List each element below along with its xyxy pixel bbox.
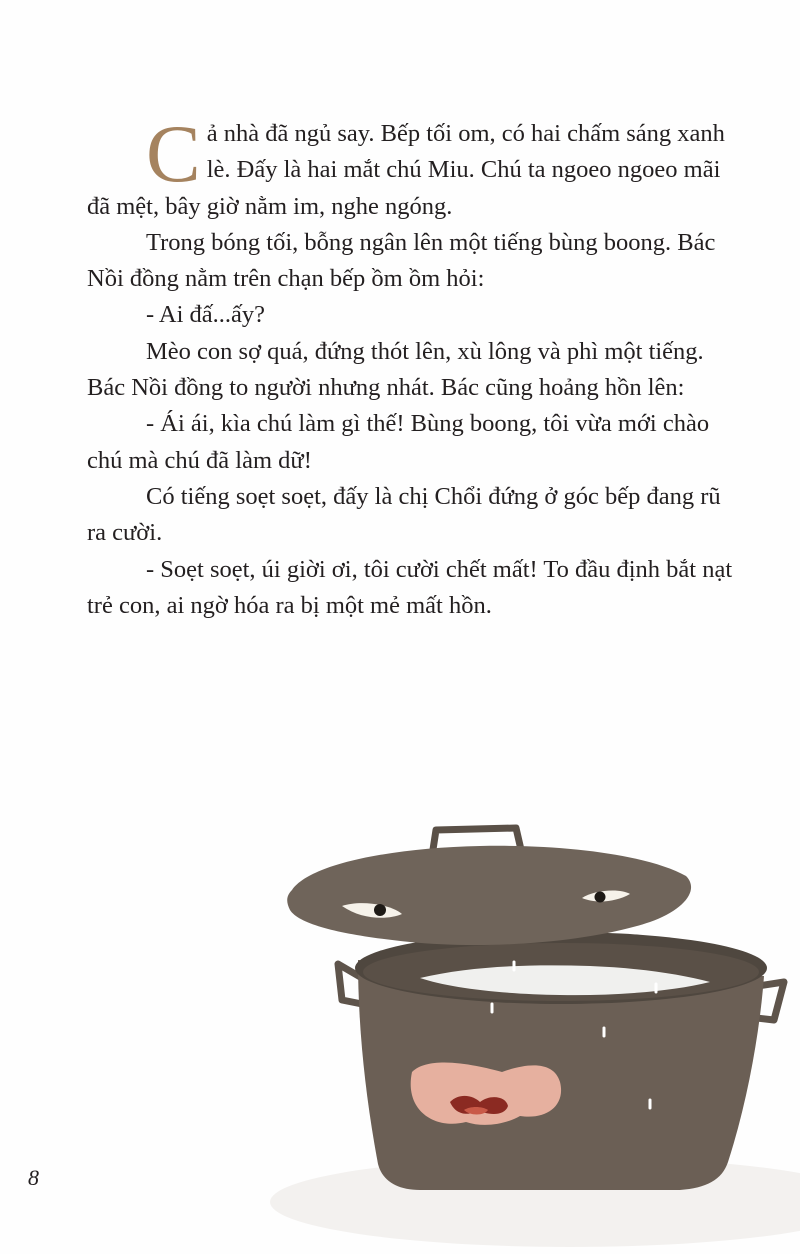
left-pupil	[374, 904, 386, 916]
story-paragraph-3: - Ai đấ...ấy?	[146, 301, 266, 329]
story-paragraph-7: - Soẹt soẹt, úi giời ơi, tôi cười chết mất! To đầu định bắt nạt trẻ con, ai ngờ hóa ra bị một mẻ mất hồn.	[87, 555, 733, 619]
story-paragraph-5: - Ái ái, kìa chú làm gì thế! Bùng boong, tôi vừa mới chào chú mà chú đã làm dữ!	[87, 410, 710, 474]
right-pupil	[595, 892, 606, 903]
page-number: 8	[28, 1165, 39, 1190]
story-paragraph-2: Trong bóng tối, bỗng ngân lên một tiếng bùng boong. Bác Nồi đồng nằm trên chạn bếp ồm ồm hỏi:	[87, 228, 716, 293]
pot-mouth-outer	[411, 1062, 561, 1124]
story-paragraph-4: Mèo con sợ quá, đứng thót lên, xù lông và phì một tiếng. Bác Nồi đồng to người nhưng nhát. Bác cũng hoảng hồn lên:	[87, 337, 704, 402]
story-text	[87, 108, 737, 624]
first-paragraph-text: ả nhà đã ngủ say. Bếp tối om, có hai chấm sáng xanh lè. Đấy là hai mắt chú Miu. Chú ta ngoeo ngoeo mãi đã mệt, bây giờ nằm im, nghe ngóng.	[87, 120, 725, 220]
pot-lid	[287, 846, 691, 945]
story-paragraph-6: Có tiếng soẹt soẹt, đấy là chị Chổi đứng ở góc bếp đang rũ ra cười.	[87, 482, 721, 547]
pot-illustration	[270, 810, 800, 1254]
story-paragraph-1	[87, 108, 737, 225]
drop-cap-letter: C	[146, 108, 201, 199]
